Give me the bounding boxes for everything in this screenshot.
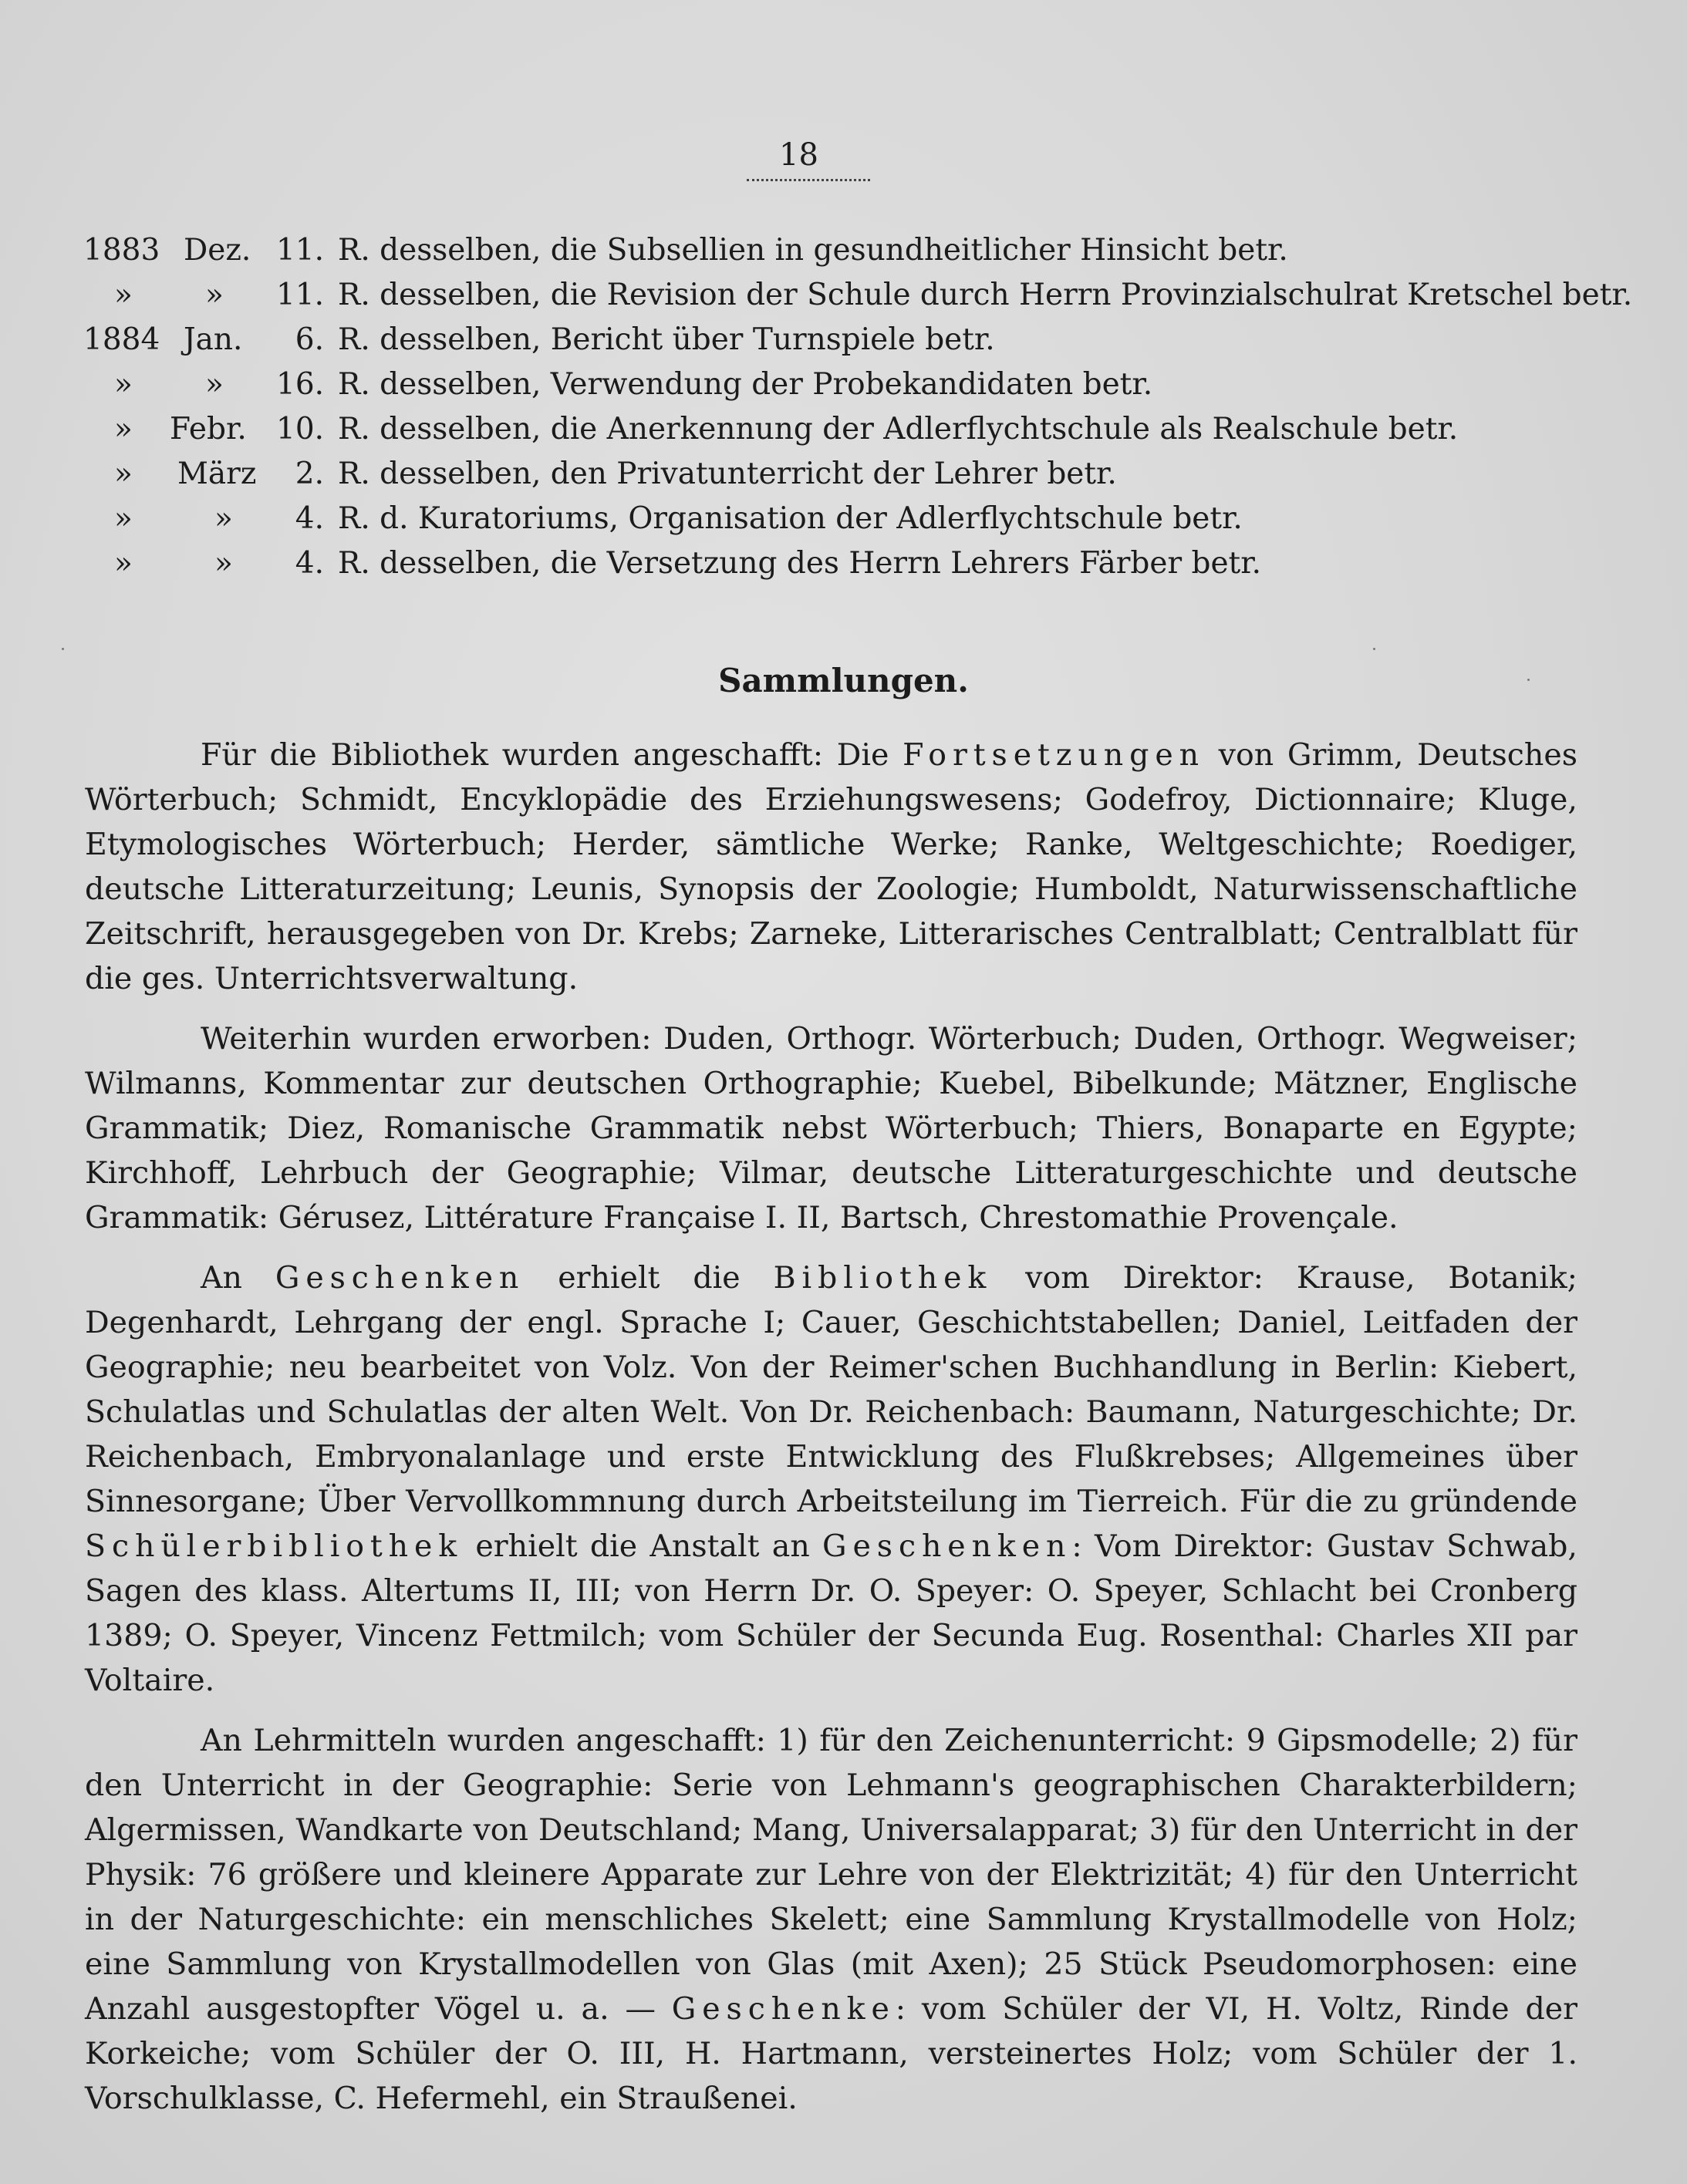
emphasized-text: Geschenken bbox=[822, 1528, 1072, 1564]
log-month: Febr. bbox=[170, 412, 247, 447]
log-day: 10. bbox=[276, 412, 325, 447]
paragraph-teaching-materials bbox=[85, 1718, 1577, 2121]
log-day: 4. bbox=[295, 546, 324, 581]
log-year: » bbox=[114, 367, 133, 402]
emphasized-text: Geschenken bbox=[275, 1260, 525, 1296]
text-run: Für die Bibliothek wurden angeschafft: Die bbox=[201, 737, 903, 773]
log-year: 1883 bbox=[83, 233, 160, 268]
section-heading: Sammlungen. bbox=[718, 662, 969, 699]
paper-speck bbox=[1373, 648, 1375, 650]
page-number-ornament bbox=[747, 179, 870, 186]
emphasized-text: Fortsetzungen bbox=[903, 737, 1205, 773]
text-run: von Grimm, Deutsches Wörterbuch; Schmidt, Encyklopädie des Erziehungswesens; Godefroy, Dictionnaire; Kluge, Etymologisches Wörterbuch; Herder, sämtliche Werke; Ranke, Weltgeschichte; Roediger, deutsche Litteraturzeitung; Leunis, Synopsis der Zoologie; Humboldt, Naturwissenschaftliche Zeitschrift, herausgegeben von Dr. Krebs; Zarneke, Litterarisches Centralblatt; Centralblatt für die ges. Unterrichtsverwaltung. bbox=[85, 737, 1577, 996]
log-day: 2. bbox=[295, 457, 324, 491]
log-text: R. desselben, die Subsellien in gesundheitlicher Hinsicht betr. bbox=[338, 233, 1288, 268]
page-number: 18 bbox=[779, 137, 818, 173]
log-month: Dez. bbox=[184, 233, 251, 268]
text-run: erhielt die bbox=[525, 1260, 774, 1296]
paper-speck bbox=[62, 648, 64, 650]
log-day: 6. bbox=[295, 322, 324, 357]
log-month: » bbox=[214, 501, 233, 536]
log-text: R. d. Kuratoriums, Organisation der Adlerflychtschule betr. bbox=[338, 501, 1243, 536]
text-run: vom Direktor: Krause, Botanik; Degenhardt, Lehrgang der engl. Sprache I; Cauer, Geschichtstabellen; Daniel, Leitfaden der Geographie; neu bearbeitet von Volz. Von der Reimer'schen Buchhandlung in Berlin: Kiebert, Schulatlas und Schulatlas der alten Welt. Von Dr. Reichenbach: Baumann, Naturgeschichte; Dr. Reichenbach, Embryonalanlage und erste Entwicklung des Flußkrebses; Allgemeines über Sinnesorgane; Über Vervollkommnung durch Arbeitsteilung im Tierreich. Für die zu gründende bbox=[85, 1260, 1577, 1519]
log-text: R. desselben, Verwendung der Probekandidaten betr. bbox=[338, 367, 1153, 402]
text-run: An Lehrmitteln wurden angeschafft: 1) für den Zeichenunterricht: 9 Gipsmodelle; 2) für den Unterricht in der Geographie: Serie von Lehmann's geographischen Charakterbildern; Algermissen, Wandkarte von Deutschland; Mang, Universalapparat; 3) für den Unterricht in der Physik: 76 größere und kleinere Apparate zur Lehre von der Elektrizität; 4) für den Unterricht in der Naturgeschichte: ein menschliches Skelett; eine Sammlung Krystallmodelle von Holz; eine Sammlung von Krystallmodellen von Glas (mit Axen); 25 Stück Pseudomorphosen: eine Anzahl ausgestopfter Vögel u. a. — bbox=[85, 1723, 1577, 2027]
paragraph-further-acquisitions bbox=[85, 1016, 1577, 1240]
log-year: » bbox=[114, 278, 133, 312]
log-month: » bbox=[205, 367, 224, 402]
section-body bbox=[85, 733, 1577, 2136]
log-text: R. desselben, den Privatunterricht der Lehrer betr. bbox=[338, 457, 1117, 491]
log-year: » bbox=[114, 412, 133, 447]
emphasized-text: Bibliothek bbox=[773, 1260, 993, 1296]
paper-speck bbox=[1527, 679, 1530, 681]
log-day: 11. bbox=[276, 233, 325, 268]
text-run: : Vom Direktor: Gustav Schwab, Sagen des klass. Altertums II, III; von Herrn Dr. O. Speyer: O. Speyer, Schlacht bei Cronberg 1389; O. Speyer, Vincenz Fettmilch; vom Schüler der Secunda Eug. Rosenthal: Charles XII par Voltaire. bbox=[85, 1528, 1577, 1698]
log-month: Jan. bbox=[184, 322, 243, 357]
emphasized-text: Schülerbibliothek bbox=[85, 1528, 464, 1564]
log-day: 4. bbox=[295, 501, 324, 536]
text-run: Weiterhin wurden erworben: Duden, Orthogr. Wörterbuch; Duden, Orthogr. Wegweiser; Wilmanns, Kommentar zur deutschen Orthographie; Kuebel, Bibelkunde; Mätzner, Englische Grammatik; Diez, Romanische Grammatik nebst Wörterbuch; Thiers, Bonaparte en Egypte; Kirchhoff, Lehrbuch der Geographie; Vilmar, deutsche Litteraturgeschichte und deutsche Grammatik: Gérusez, Littérature Française I. II, Bartsch, Chrestomathie Provençale. bbox=[85, 1021, 1577, 1235]
log-month: » bbox=[214, 546, 233, 581]
log-text: R. desselben, die Versetzung des Herrn Lehrers Färber betr. bbox=[338, 546, 1261, 581]
paragraph-library-purchases bbox=[85, 733, 1577, 1001]
text-run: erhielt die Anstalt an bbox=[463, 1528, 823, 1564]
text-run: : vom Schüler der VI, H. Voltz, Rinde der Korkeiche; vom Schüler der O. III, H. Hartmann, versteinertes Holz; vom Schüler der 1. Vorschulklasse, C. Hefermehl, ein Straußenei. bbox=[85, 1991, 1577, 2116]
paragraph-library-gifts bbox=[85, 1255, 1577, 1703]
log-text: R. desselben, die Revision der Schule durch Herrn Provinzialschulrat Kretschel betr. bbox=[338, 278, 1633, 312]
log-day: 16. bbox=[276, 367, 325, 402]
log-day: 11. bbox=[276, 278, 325, 312]
log-year: 1884 bbox=[83, 322, 160, 357]
log-month: März bbox=[177, 457, 257, 491]
emphasized-text: Geschenke bbox=[671, 1991, 896, 2027]
text-run: An bbox=[201, 1260, 275, 1296]
log-text: R. desselben, Bericht über Turnspiele betr. bbox=[338, 322, 995, 357]
log-year: » bbox=[114, 546, 133, 581]
log-year: » bbox=[114, 501, 133, 536]
log-text: R. desselben, die Anerkennung der Adlerflychtschule als Realschule betr. bbox=[338, 412, 1459, 447]
log-month: » bbox=[205, 278, 224, 312]
log-year: » bbox=[114, 457, 133, 491]
